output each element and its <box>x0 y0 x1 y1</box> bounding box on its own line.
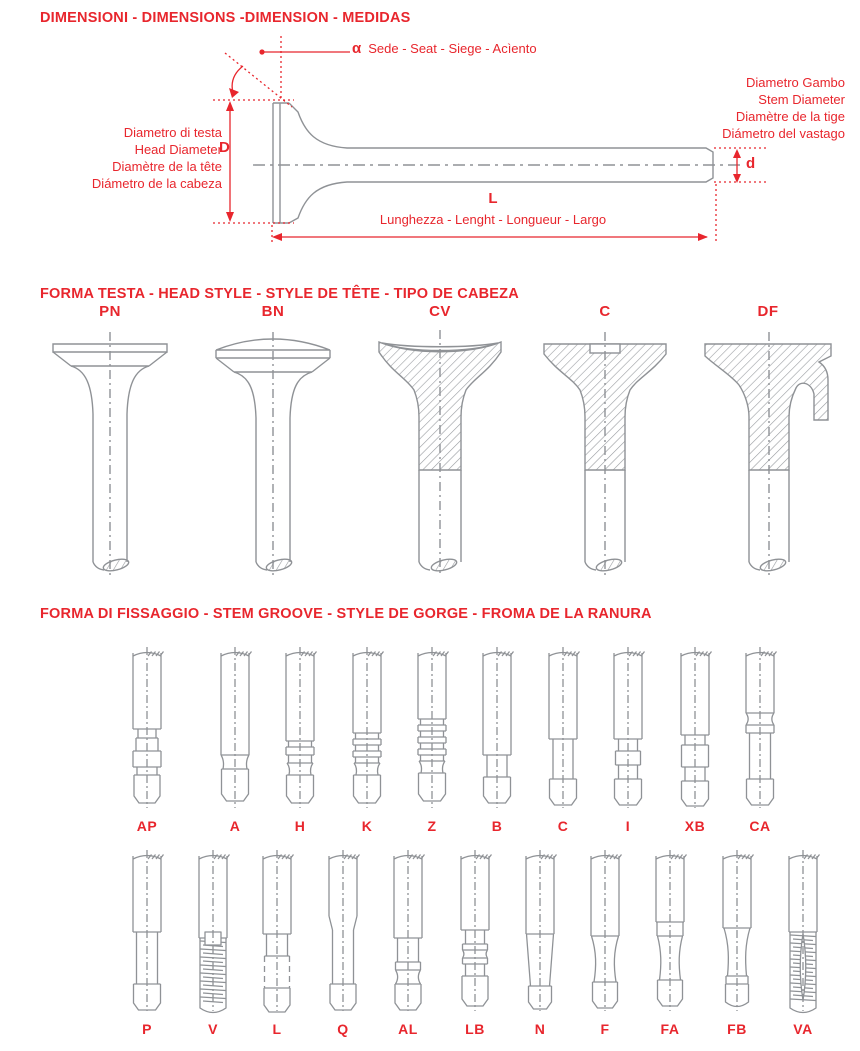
head-style-title: FORMA TESTA - HEAD STYLE - STYLE DE TÊTE - TIPO DE CABEZA <box>40 286 519 302</box>
stem-groove-label: XB <box>684 818 706 834</box>
stem-groove-va <box>775 846 831 1037</box>
stem-groove-label: P <box>142 1021 152 1037</box>
head-style-figure-pn <box>45 322 175 582</box>
dimensions-title: DIMENSIONI - DIMENSIONS -DIMENSION - MEDIDAS <box>40 10 411 26</box>
stem-groove-label: N <box>534 1021 546 1037</box>
stem-groove-k <box>339 643 395 834</box>
stem-groove-c <box>535 643 591 834</box>
head-diameter-annotation <box>92 124 222 192</box>
seat-annotation <box>352 40 537 57</box>
stem-groove-label: L <box>272 1021 282 1037</box>
stem-groove-ap <box>119 643 175 834</box>
stem-groove-al <box>380 846 436 1037</box>
head-style-label: PN <box>99 303 121 320</box>
head-style-figure-df <box>703 322 833 582</box>
stem-groove-lb <box>447 846 503 1037</box>
seat-label: Sede - Seat - Siege - Acìento <box>368 41 537 56</box>
stem-groove-q <box>315 846 371 1037</box>
head-diameter-line-fr: Diamètre de la tête <box>112 159 222 174</box>
head-style-cv <box>365 303 515 582</box>
stem-groove-xb <box>667 643 723 834</box>
stem-groove-p <box>119 846 175 1037</box>
head-style-figure-c <box>540 322 670 582</box>
head-style-bn <box>198 303 348 582</box>
stem-groove-label: VA <box>793 1021 813 1037</box>
stem-groove-label: H <box>294 818 306 834</box>
head-style-label: CV <box>429 303 451 320</box>
seat-leader-dot <box>259 49 264 54</box>
stem-groove-a <box>207 643 263 834</box>
stem-groove-title: FORMA DI FISSAGGIO - STEM GROOVE - STYLE DE GORGE - FROMA DE LA RANURA <box>40 606 652 622</box>
stem-groove-n <box>512 846 568 1037</box>
stem-groove-l <box>249 846 305 1037</box>
stem-groove-b <box>469 643 525 834</box>
head-style-label: DF <box>757 303 779 320</box>
head-diameter-line-en: Head Diameter <box>134 142 222 157</box>
stem-diameter-annotation <box>722 74 845 142</box>
stem-groove-label: K <box>361 818 373 834</box>
stem-diameter-line-es: Diámetro del vastago <box>722 126 845 141</box>
stem-groove-fb <box>709 846 765 1037</box>
head-diameter-symbol: D <box>219 139 230 156</box>
stem-groove-label: Z <box>427 818 437 834</box>
stem-diameter-symbol: d <box>746 155 756 172</box>
head-diameter-line-it: Diametro di testa <box>123 125 222 140</box>
stem-groove-v <box>185 846 241 1037</box>
stem-groove-label: F <box>600 1021 610 1037</box>
head-style-label: C <box>599 303 611 320</box>
head-style-pn <box>35 303 185 582</box>
stem-groove-ca <box>732 643 788 834</box>
stem-groove-label: AL <box>398 1021 418 1037</box>
head-style-c <box>530 303 680 582</box>
head-style-df <box>693 303 843 582</box>
stem-groove-label: Q <box>337 1021 349 1037</box>
stem-groove-label: B <box>491 818 503 834</box>
stem-diameter-line-fr: Diamètre de la tige <box>735 109 845 124</box>
stem-groove-h <box>272 643 328 834</box>
stem-groove-fa <box>642 846 698 1037</box>
stem-groove-f <box>577 846 633 1037</box>
length-symbol: L <box>488 190 498 207</box>
stem-groove-label: V <box>208 1021 218 1037</box>
head-diameter-line-es: Diámetro de la cabeza <box>91 176 222 191</box>
stem-groove-label: FB <box>727 1021 747 1037</box>
stem-groove-label: I <box>625 818 631 834</box>
stem-groove-label: AP <box>136 818 158 834</box>
stem-groove-label: FA <box>660 1021 680 1037</box>
stem-groove-label: C <box>557 818 569 834</box>
stem-groove-label: CA <box>749 818 771 834</box>
alpha-symbol: α <box>352 40 362 57</box>
stem-groove-label: LB <box>465 1021 485 1037</box>
head-style-label: BN <box>261 303 285 320</box>
stem-diameter-line-it: Diametro Gambo <box>746 75 845 90</box>
stem-diameter-line-en: Stem Diameter <box>758 92 845 107</box>
length-label: Lunghezza - Lenght - Longueur - Largo <box>379 212 607 227</box>
stem-groove-z <box>404 643 460 834</box>
head-style-figure-bn <box>208 322 338 582</box>
stem-groove-label: A <box>229 818 241 834</box>
stem-groove-i <box>600 643 656 834</box>
head-style-figure-cv <box>375 322 505 582</box>
